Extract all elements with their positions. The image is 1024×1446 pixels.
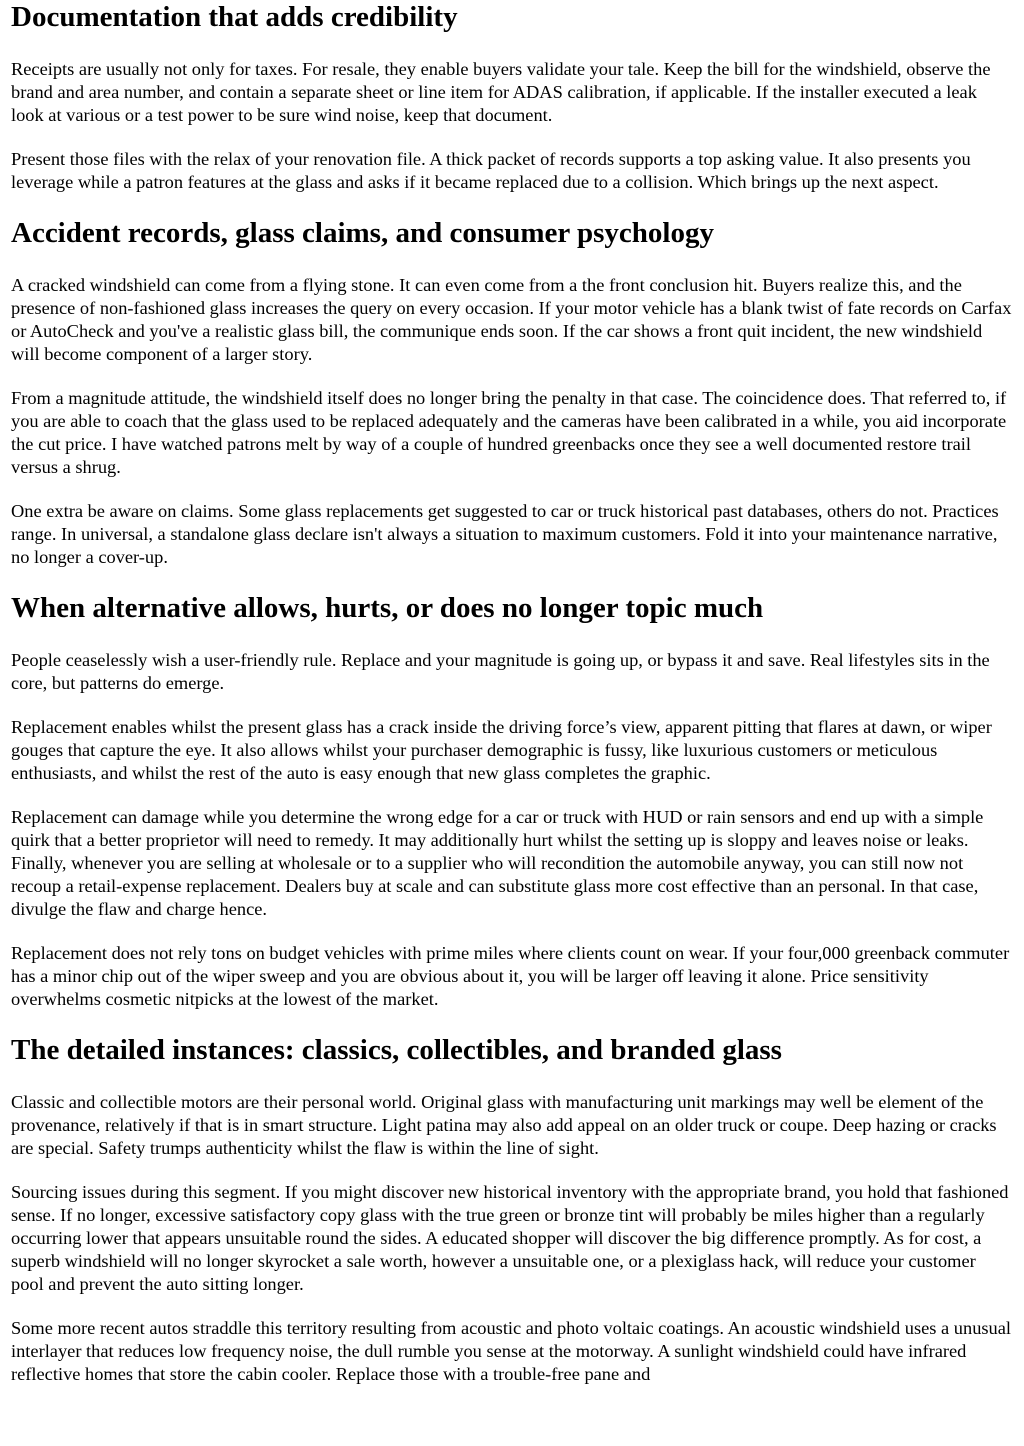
paragraph: Sourcing issues during this segment. If you might discover new historical inventory with the appropriate brand, you hold that fashioned sense. If no longer, excessive satisfactory copy glass with the true green or bronze tint will probably be miles higher than a regularly occurring lower that appears unsuitable round the sides. A educated shopper will discover the big difference promptly. As for cost, a superb windshield will no longer skyrocket a sale worth, however a unsuitable one, or a plexiglass hack, will reduce your customer pool and prevent the auto sitting longer. <box>11 1182 1009 1294</box>
section-heading: When alternative allows, hurts, or does no longer topic much <box>11 592 764 624</box>
paragraph: Some more recent autos straddle this territory resulting from acoustic and photo voltaic coatings. An acoustic windshield uses a unusual interlayer that reduces low frequency noise, the dull rumble you sense at the motorway. A sunlight windshield could have infrared reflective homes that store the cabin cooler. Replace those with a trouble-free pane and <box>11 1318 1012 1384</box>
paragraph: People ceaselessly wish a user-friendly rule. Replace and your magnitude is going up, or bypass it and save. Real lifestyles sits in the core, but patterns do emerge. <box>11 650 990 693</box>
section-heading: The detailed instances: classics, collectibles, and branded glass <box>11 1034 782 1066</box>
section-when-alternative <box>11 591 1013 1011</box>
paragraph: Replacement enables whilst the present glass has a crack inside the driving force’s view, apparent pitting that flares at dawn, or wiper gouges that capture the eye. It also allows whilst your purchaser demographic is fussy, like luxurious customers or meticulous enthusiasts, and whilst the rest of the auto is easy enough that new glass completes the graphic. <box>11 717 992 783</box>
paragraph: Present those files with the relax of your renovation file. A thick packet of records supports a top asking value. It also presents you leverage while a patron features at the glass and asks if it became replaced due to a collision. Which brings up the next aspect. <box>11 149 971 192</box>
paragraph: Classic and collectible motors are their personal world. Original glass with manufacturing unit markings may well be element of the provenance, relatively if that is in smart structure. Light patina may also add appeal on an older truck or coupe. Deep hazing or cracks are special. Safety trumps authenticity whilst the flaw is within the line of sight. <box>11 1092 997 1158</box>
section-heading: Documentation that adds credibility <box>11 1 458 33</box>
section-detailed-instances <box>11 1033 1013 1386</box>
section-heading: Accident records, glass claims, and consumer psychology <box>11 217 714 249</box>
section-accident-records <box>11 216 1013 569</box>
paragraph: A cracked windshield can come from a flying stone. It can even come from a the front conclusion hit. Buyers realize this, and the presence of non-fashioned glass increases the query on every occasion. If your motor vehicle has a blank twist of fate records on Carfax or AutoCheck and you've a realistic glass bill, the communique ends soon. If the car shows a front quit incident, the new windshield will become component of a larger story. <box>11 275 1012 364</box>
paragraph: Receipts are usually not only for taxes. For resale, they enable buyers validate your tale. Keep the bill for the windshield, observe the brand and area number, and contain a separate sheet or line item for ADAS calibration, if applicable. If the installer executed a leak look at various or a test power to be sure wind noise, keep that document. <box>11 59 991 125</box>
paragraph: Replacement can damage while you determine the wrong edge for a car or truck with HUD or rain sensors and end up with a simple quirk that a better proprietor will need to remedy. It may additionally hurt whilst the setting up is sloppy and leaves noise or leaks. Finally, whenever you are selling at wholesale or to a supplier who will recondition the automobile anyway, you can still now not recoup a retail-expense replacement. Dealers buy at scale and can substitute glass more cost effective than an personal. In that case, divulge the flaw and charge hence. <box>11 807 984 919</box>
section-documentation <box>11 0 1013 194</box>
paragraph: From a magnitude attitude, the windshield itself does no longer bring the penalty in that case. The coincidence does. That referred to, if you are able to coach that the glass used to be replaced adequately and the cameras have been calibrated in a while, you aid incorporate the cut price. I have watched patrons melt by way of a couple of hundred greenbacks once they see a well documented restore trail versus a shrug. <box>11 388 1007 477</box>
paragraph: One extra be aware on claims. Some glass replacements get suggested to car or truck historical past databases, others do not. Practices range. In universal, a standalone glass declare isn't always a situation to maximum customers. Fold it into your maintenance narrative, no longer a cover-up. <box>11 501 999 567</box>
paragraph: Replacement does not rely tons on budget vehicles with prime miles where clients count on wear. If your four,000 greenback commuter has a minor chip out of the wiper sweep and you are obvious about it, you will be larger off leaving it alone. Price sensitivity overwhelms cosmetic nitpicks at the lowest of the market. <box>11 943 1010 1009</box>
